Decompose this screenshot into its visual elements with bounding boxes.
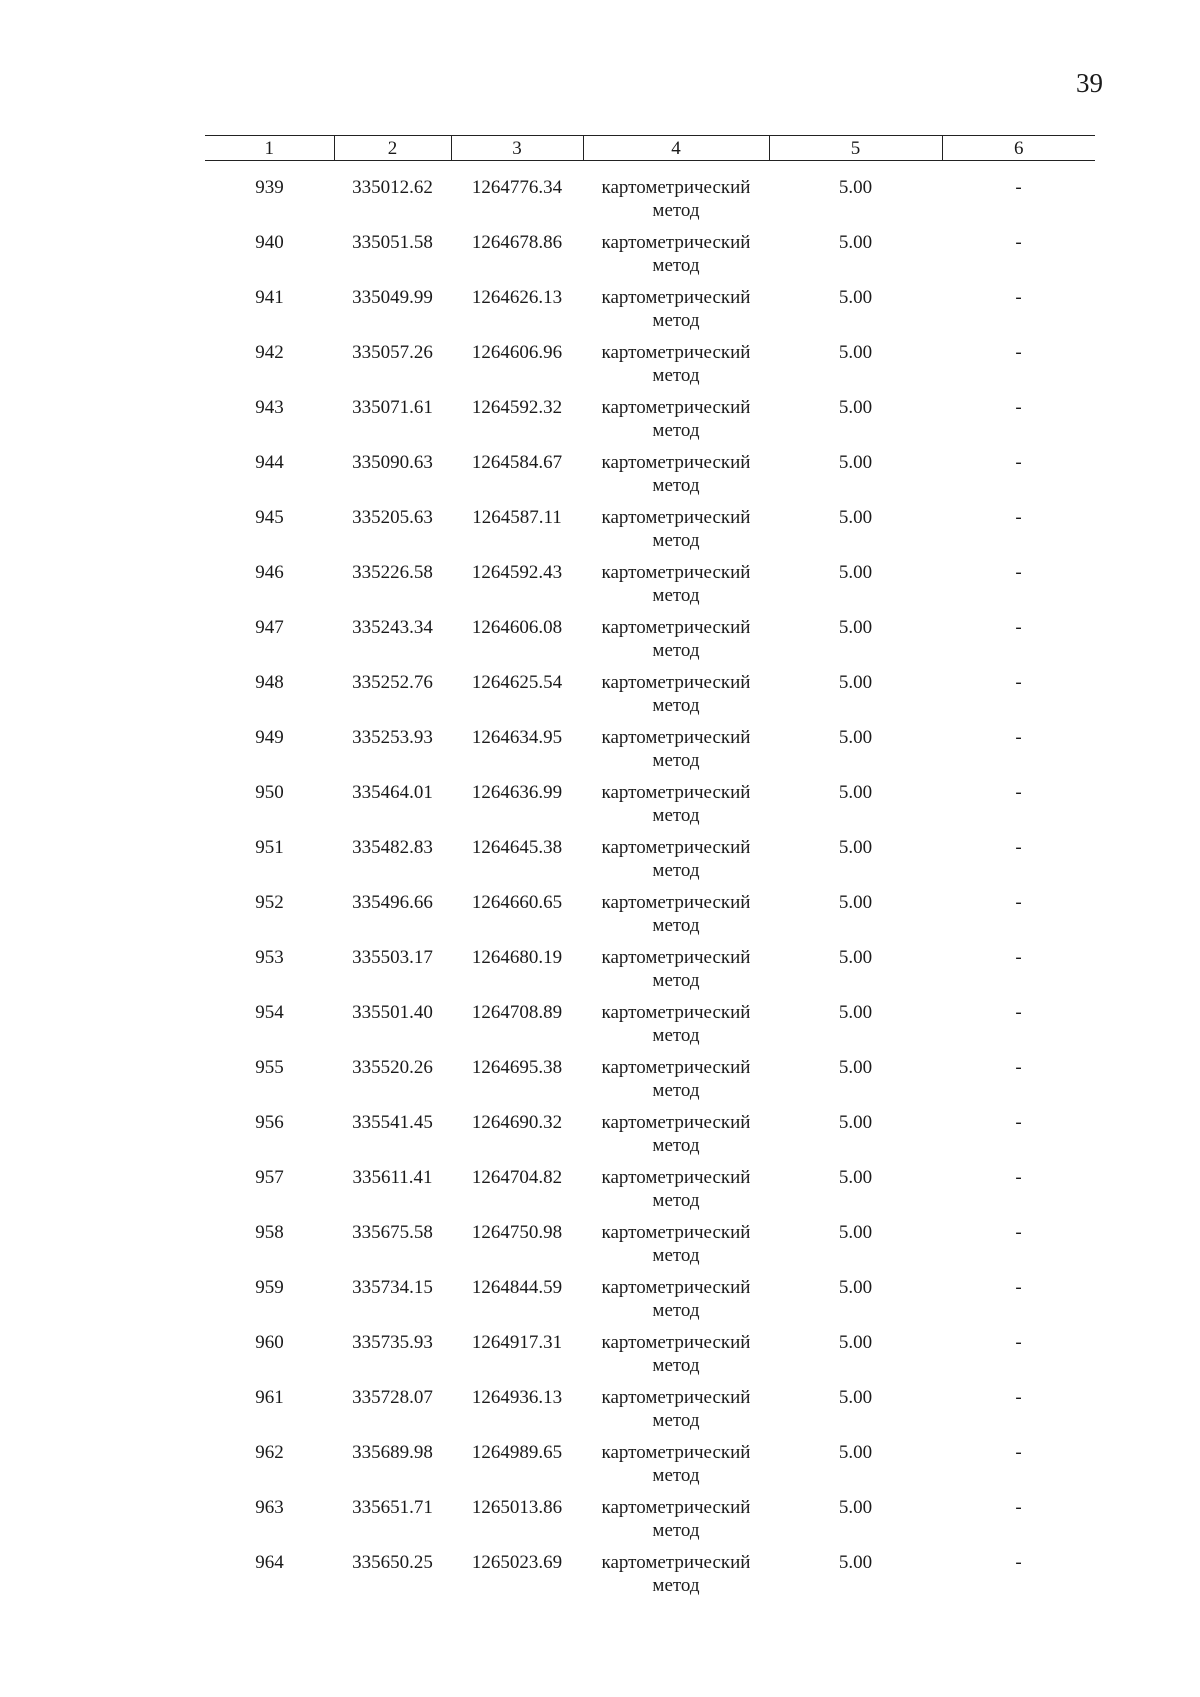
accuracy-cell: 5.00 bbox=[838, 397, 873, 418]
method-line-1: картометрический bbox=[601, 1442, 751, 1463]
y-coordinate-cell: 1264625.54 bbox=[471, 672, 563, 693]
accuracy-cell: 5.00 bbox=[838, 1552, 873, 1573]
x-coordinate-cell: 335689.98 bbox=[352, 1442, 433, 1463]
method-cell bbox=[583, 341, 769, 396]
method-line-2: метод bbox=[652, 1575, 700, 1596]
x-coordinate-cell: 335205.63 bbox=[352, 507, 433, 528]
accuracy-cell: 5.00 bbox=[838, 1167, 873, 1188]
method-line-2: метод bbox=[652, 750, 700, 771]
method-cell bbox=[583, 671, 769, 726]
note-cell: - bbox=[1015, 177, 1022, 198]
table-row bbox=[205, 1386, 1095, 1441]
method-line-2: метод bbox=[652, 475, 700, 496]
point-number-cell: 945 bbox=[255, 507, 284, 528]
point-number-cell: 942 bbox=[255, 342, 284, 363]
x-coordinate-cell: 335728.07 bbox=[352, 1387, 433, 1408]
method-cell bbox=[583, 836, 769, 891]
table-row bbox=[205, 836, 1095, 891]
point-number-cell: 952 bbox=[255, 892, 284, 913]
y-coordinate-cell: 1264636.99 bbox=[471, 782, 563, 803]
accuracy-cell: 5.00 bbox=[838, 507, 873, 528]
method-line-2: метод bbox=[652, 970, 700, 991]
accuracy-cell: 5.00 bbox=[838, 1057, 873, 1078]
page-number: 39 bbox=[1076, 68, 1103, 98]
column-header-1: 1 bbox=[205, 136, 334, 161]
point-number-cell: 940 bbox=[255, 232, 284, 253]
point-number-cell: 943 bbox=[255, 397, 284, 418]
accuracy-cell: 5.00 bbox=[838, 1497, 873, 1518]
accuracy-cell: 5.00 bbox=[838, 1222, 873, 1243]
y-coordinate-cell: 1264587.11 bbox=[472, 507, 562, 528]
x-coordinate-cell: 335057.26 bbox=[352, 342, 433, 363]
method-cell bbox=[583, 561, 769, 616]
y-coordinate-cell: 1264606.96 bbox=[471, 342, 563, 363]
point-number-cell: 963 bbox=[255, 1497, 284, 1518]
y-coordinate-cell: 1264606.08 bbox=[471, 617, 563, 638]
table-row bbox=[205, 1496, 1095, 1551]
method-line-1: картометрический bbox=[601, 1552, 751, 1573]
point-number-cell: 939 bbox=[255, 177, 284, 198]
method-line-1: картометрический bbox=[601, 727, 751, 748]
x-coordinate-cell: 335503.17 bbox=[352, 947, 433, 968]
x-coordinate-cell: 335541.45 bbox=[352, 1112, 433, 1133]
note-cell: - bbox=[1015, 892, 1022, 913]
note-cell: - bbox=[1015, 452, 1022, 473]
method-line-2: метод bbox=[652, 1355, 700, 1376]
accuracy-cell: 5.00 bbox=[838, 287, 873, 308]
accuracy-cell: 5.00 bbox=[838, 177, 873, 198]
y-coordinate-cell: 1264708.89 bbox=[471, 1002, 563, 1023]
method-line-1: картометрический bbox=[601, 617, 751, 638]
note-cell: - bbox=[1015, 232, 1022, 253]
column-header-2: 2 bbox=[334, 136, 451, 161]
method-line-1: картометрический bbox=[601, 507, 751, 528]
note-cell: - bbox=[1015, 1112, 1022, 1133]
x-coordinate-cell: 335252.76 bbox=[352, 672, 433, 693]
x-coordinate-cell: 335226.58 bbox=[352, 562, 433, 583]
x-coordinate-cell: 335611.41 bbox=[352, 1167, 433, 1188]
method-line-2: метод bbox=[652, 1465, 700, 1486]
y-coordinate-cell: 1264936.13 bbox=[471, 1387, 563, 1408]
table-row bbox=[205, 1166, 1095, 1221]
table-row bbox=[205, 506, 1095, 561]
x-coordinate-cell: 335651.71 bbox=[352, 1497, 433, 1518]
method-line-1: картометрический bbox=[601, 947, 751, 968]
y-coordinate-cell: 1264680.19 bbox=[471, 947, 563, 968]
point-number-cell: 955 bbox=[255, 1057, 284, 1078]
coordinates-table bbox=[205, 135, 1095, 1606]
table-row bbox=[205, 161, 1095, 232]
y-coordinate-cell: 1264626.13 bbox=[471, 287, 563, 308]
y-coordinate-cell: 1264917.31 bbox=[471, 1332, 563, 1353]
note-cell: - bbox=[1015, 617, 1022, 638]
method-line-1: картометрический bbox=[601, 232, 751, 253]
method-line-2: метод bbox=[652, 585, 700, 606]
table-row bbox=[205, 1441, 1095, 1496]
y-coordinate-cell: 1264690.32 bbox=[471, 1112, 563, 1133]
method-line-1: картометрический bbox=[601, 892, 751, 913]
method-line-1: картометрический bbox=[601, 287, 751, 308]
method-line-2: метод bbox=[652, 1245, 700, 1266]
method-line-2: метод bbox=[652, 1080, 700, 1101]
point-number-cell: 960 bbox=[255, 1332, 284, 1353]
method-cell bbox=[583, 1441, 769, 1496]
method-line-2: метод bbox=[652, 1135, 700, 1156]
method-line-2: метод bbox=[652, 365, 700, 386]
method-line-1: картометрический bbox=[601, 672, 751, 693]
accuracy-cell: 5.00 bbox=[838, 782, 873, 803]
y-coordinate-cell: 1264584.67 bbox=[471, 452, 563, 473]
table-row bbox=[205, 341, 1095, 396]
note-cell: - bbox=[1015, 1222, 1022, 1243]
point-number-cell: 962 bbox=[255, 1442, 284, 1463]
y-coordinate-cell: 1264678.86 bbox=[471, 232, 563, 253]
method-cell bbox=[583, 231, 769, 286]
method-cell bbox=[583, 161, 769, 232]
x-coordinate-cell: 335501.40 bbox=[352, 1002, 433, 1023]
y-coordinate-cell: 1265023.69 bbox=[471, 1552, 563, 1573]
column-header-3: 3 bbox=[451, 136, 583, 161]
method-line-2: метод bbox=[652, 915, 700, 936]
point-number-cell: 956 bbox=[255, 1112, 284, 1133]
accuracy-cell: 5.00 bbox=[838, 232, 873, 253]
table-row bbox=[205, 286, 1095, 341]
table-row bbox=[205, 396, 1095, 451]
accuracy-cell: 5.00 bbox=[838, 617, 873, 638]
point-number-cell: 946 bbox=[255, 562, 284, 583]
method-line-2: метод bbox=[652, 420, 700, 441]
accuracy-cell: 5.00 bbox=[838, 947, 873, 968]
y-coordinate-cell: 1264592.32 bbox=[471, 397, 563, 418]
method-line-1: картометрический bbox=[601, 1002, 751, 1023]
accuracy-cell: 5.00 bbox=[838, 727, 873, 748]
note-cell: - bbox=[1015, 562, 1022, 583]
y-coordinate-cell: 1264844.59 bbox=[471, 1277, 563, 1298]
method-line-2: метод bbox=[652, 530, 700, 551]
header-row bbox=[205, 136, 1095, 161]
column-header-4: 4 bbox=[583, 136, 769, 161]
y-coordinate-cell: 1264776.34 bbox=[471, 177, 563, 198]
method-cell bbox=[583, 1386, 769, 1441]
method-line-1: картометрический bbox=[601, 837, 751, 858]
point-number-cell: 961 bbox=[255, 1387, 284, 1408]
method-line-1: картометрический bbox=[601, 342, 751, 363]
x-coordinate-cell: 335253.93 bbox=[352, 727, 433, 748]
table-row bbox=[205, 616, 1095, 671]
method-line-2: метод bbox=[652, 860, 700, 881]
note-cell: - bbox=[1015, 1552, 1022, 1573]
table-row bbox=[205, 1221, 1095, 1276]
accuracy-cell: 5.00 bbox=[838, 1442, 873, 1463]
accuracy-cell: 5.00 bbox=[838, 342, 873, 363]
accuracy-cell: 5.00 bbox=[838, 562, 873, 583]
accuracy-cell: 5.00 bbox=[838, 837, 873, 858]
method-line-1: картометрический bbox=[601, 177, 751, 198]
method-cell bbox=[583, 506, 769, 561]
method-line-1: картометрический bbox=[601, 452, 751, 473]
method-line-2: метод bbox=[652, 1410, 700, 1431]
table-row bbox=[205, 561, 1095, 616]
accuracy-cell: 5.00 bbox=[838, 892, 873, 913]
note-cell: - bbox=[1015, 397, 1022, 418]
table-row bbox=[205, 946, 1095, 1001]
note-cell: - bbox=[1015, 947, 1022, 968]
table-row bbox=[205, 1551, 1095, 1606]
method-cell bbox=[583, 1551, 769, 1606]
x-coordinate-cell: 335734.15 bbox=[352, 1277, 433, 1298]
method-line-2: метод bbox=[652, 1300, 700, 1321]
method-line-1: картометрический bbox=[601, 1497, 751, 1518]
point-number-cell: 953 bbox=[255, 947, 284, 968]
note-cell: - bbox=[1015, 507, 1022, 528]
x-coordinate-cell: 335049.99 bbox=[352, 287, 433, 308]
method-line-2: метод bbox=[652, 640, 700, 661]
y-coordinate-cell: 1264695.38 bbox=[471, 1057, 563, 1078]
y-coordinate-cell: 1264704.82 bbox=[471, 1167, 563, 1188]
accuracy-cell: 5.00 bbox=[838, 1277, 873, 1298]
x-coordinate-cell: 335464.01 bbox=[352, 782, 433, 803]
y-coordinate-cell: 1264634.95 bbox=[471, 727, 563, 748]
y-coordinate-cell: 1264750.98 bbox=[471, 1222, 563, 1243]
table-row bbox=[205, 726, 1095, 781]
method-cell bbox=[583, 726, 769, 781]
method-line-2: метод bbox=[652, 310, 700, 331]
method-cell bbox=[583, 616, 769, 671]
method-cell bbox=[583, 1276, 769, 1331]
table-body bbox=[205, 161, 1095, 1607]
method-line-2: метод bbox=[652, 255, 700, 276]
point-number-cell: 964 bbox=[255, 1552, 284, 1573]
method-line-1: картометрический bbox=[601, 1332, 751, 1353]
y-coordinate-cell: 1264645.38 bbox=[471, 837, 563, 858]
x-coordinate-cell: 335650.25 bbox=[352, 1552, 433, 1573]
note-cell: - bbox=[1015, 1442, 1022, 1463]
method-line-2: метод bbox=[652, 1025, 700, 1046]
method-line-2: метод bbox=[652, 695, 700, 716]
point-number-cell: 944 bbox=[255, 452, 284, 473]
method-cell bbox=[583, 451, 769, 506]
method-line-1: картометрический bbox=[601, 782, 751, 803]
table-row bbox=[205, 781, 1095, 836]
table-row bbox=[205, 1331, 1095, 1386]
note-cell: - bbox=[1015, 1167, 1022, 1188]
method-cell bbox=[583, 1001, 769, 1056]
method-cell bbox=[583, 1111, 769, 1166]
note-cell: - bbox=[1015, 1497, 1022, 1518]
y-coordinate-cell: 1265013.86 bbox=[471, 1497, 563, 1518]
point-number-cell: 949 bbox=[255, 727, 284, 748]
note-cell: - bbox=[1015, 1057, 1022, 1078]
note-cell: - bbox=[1015, 727, 1022, 748]
x-coordinate-cell: 335090.63 bbox=[352, 452, 433, 473]
method-cell bbox=[583, 1166, 769, 1221]
method-cell bbox=[583, 1331, 769, 1386]
accuracy-cell: 5.00 bbox=[838, 1332, 873, 1353]
accuracy-cell: 5.00 bbox=[838, 1002, 873, 1023]
table-row bbox=[205, 1111, 1095, 1166]
point-number-cell: 950 bbox=[255, 782, 284, 803]
note-cell: - bbox=[1015, 672, 1022, 693]
x-coordinate-cell: 335496.66 bbox=[352, 892, 433, 913]
table-row bbox=[205, 1001, 1095, 1056]
x-coordinate-cell: 335051.58 bbox=[352, 232, 433, 253]
x-coordinate-cell: 335012.62 bbox=[352, 177, 433, 198]
x-coordinate-cell: 335482.83 bbox=[352, 837, 433, 858]
method-cell bbox=[583, 1221, 769, 1276]
method-line-2: метод bbox=[652, 1190, 700, 1211]
method-cell bbox=[583, 781, 769, 836]
table-header bbox=[205, 136, 1095, 161]
note-cell: - bbox=[1015, 782, 1022, 803]
column-header-6: 6 bbox=[942, 136, 1095, 161]
method-line-1: картометрический bbox=[601, 1167, 751, 1188]
method-cell bbox=[583, 286, 769, 341]
method-line-1: картометрический bbox=[601, 562, 751, 583]
x-coordinate-cell: 335675.58 bbox=[352, 1222, 433, 1243]
y-coordinate-cell: 1264660.65 bbox=[471, 892, 563, 913]
method-line-2: метод bbox=[652, 200, 700, 221]
column-header-5: 5 bbox=[769, 136, 942, 161]
accuracy-cell: 5.00 bbox=[838, 1112, 873, 1133]
note-cell: - bbox=[1015, 1277, 1022, 1298]
point-number-cell: 941 bbox=[255, 287, 284, 308]
note-cell: - bbox=[1015, 1332, 1022, 1353]
method-cell bbox=[583, 891, 769, 946]
accuracy-cell: 5.00 bbox=[838, 452, 873, 473]
table-row bbox=[205, 1276, 1095, 1331]
method-line-1: картометрический bbox=[601, 397, 751, 418]
table-row bbox=[205, 1056, 1095, 1111]
point-number-cell: 951 bbox=[255, 837, 284, 858]
x-coordinate-cell: 335520.26 bbox=[352, 1057, 433, 1078]
point-number-cell: 947 bbox=[255, 617, 284, 638]
note-cell: - bbox=[1015, 837, 1022, 858]
note-cell: - bbox=[1015, 287, 1022, 308]
point-number-cell: 948 bbox=[255, 672, 284, 693]
method-line-2: метод bbox=[652, 1520, 700, 1541]
x-coordinate-cell: 335243.34 bbox=[352, 617, 433, 638]
note-cell: - bbox=[1015, 1002, 1022, 1023]
method-line-1: картометрический bbox=[601, 1222, 751, 1243]
point-number-cell: 958 bbox=[255, 1222, 284, 1243]
table-row bbox=[205, 451, 1095, 506]
note-cell: - bbox=[1015, 1387, 1022, 1408]
point-number-cell: 959 bbox=[255, 1277, 284, 1298]
accuracy-cell: 5.00 bbox=[838, 1387, 873, 1408]
note-cell: - bbox=[1015, 342, 1022, 363]
method-cell bbox=[583, 1056, 769, 1111]
method-line-1: картометрический bbox=[601, 1277, 751, 1298]
x-coordinate-cell: 335071.61 bbox=[352, 397, 433, 418]
method-line-1: картометрический bbox=[601, 1112, 751, 1133]
method-line-1: картометрический bbox=[601, 1387, 751, 1408]
point-number-cell: 954 bbox=[255, 1002, 284, 1023]
table-row bbox=[205, 231, 1095, 286]
method-cell bbox=[583, 946, 769, 1001]
method-cell bbox=[583, 1496, 769, 1551]
method-line-2: метод bbox=[652, 805, 700, 826]
method-line-1: картометрический bbox=[601, 1057, 751, 1078]
point-number-cell: 957 bbox=[255, 1167, 284, 1188]
y-coordinate-cell: 1264989.65 bbox=[471, 1442, 563, 1463]
x-coordinate-cell: 335735.93 bbox=[352, 1332, 433, 1353]
method-cell bbox=[583, 396, 769, 451]
y-coordinate-cell: 1264592.43 bbox=[471, 562, 563, 583]
table-row bbox=[205, 671, 1095, 726]
accuracy-cell: 5.00 bbox=[838, 672, 873, 693]
table-row bbox=[205, 891, 1095, 946]
